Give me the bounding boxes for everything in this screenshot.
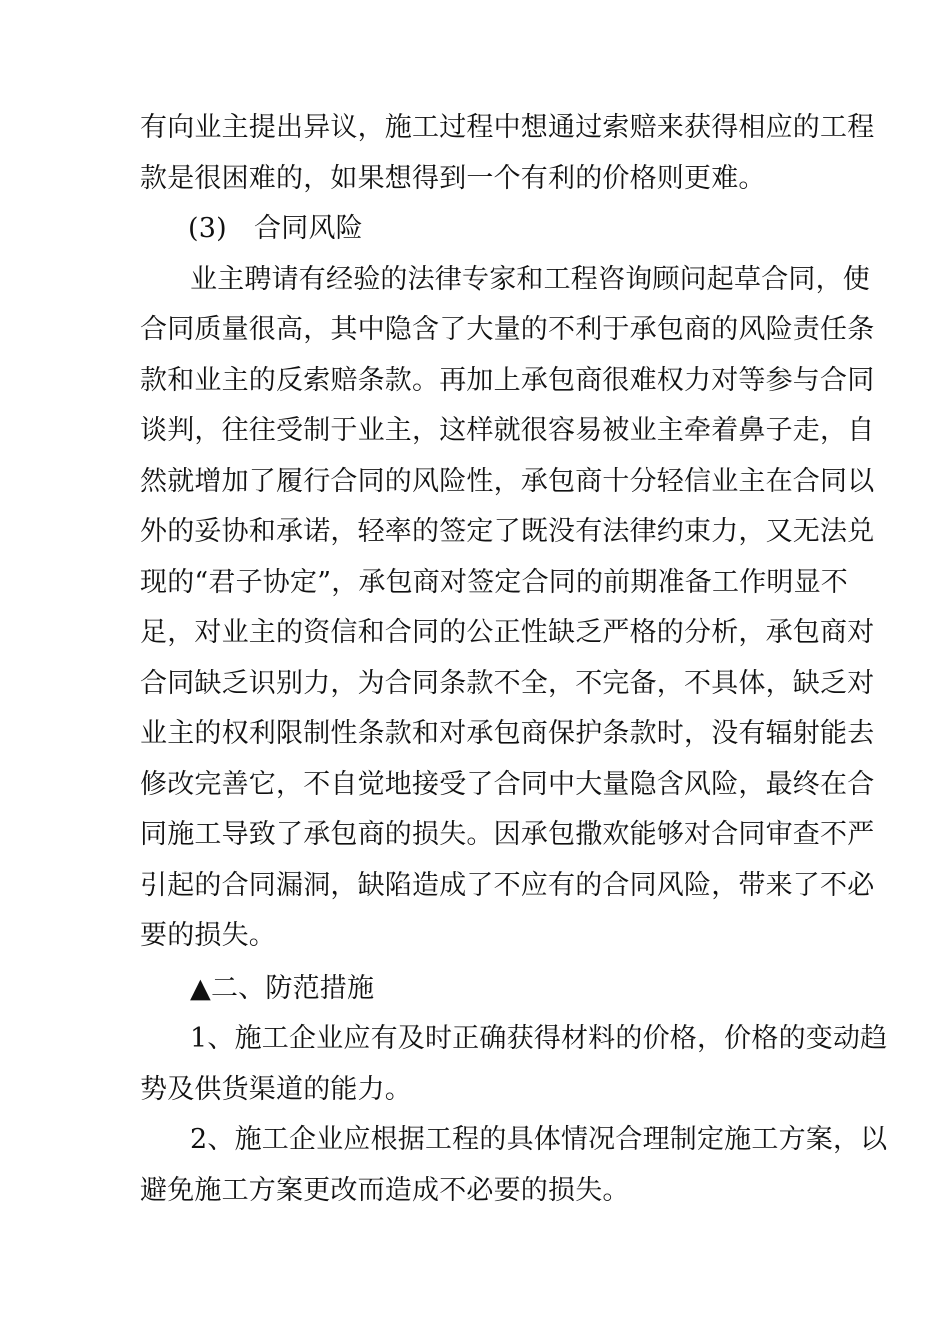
paragraph-line: 款和业主的反索赔条款。再加上承包商很难权力对等参与合同 [140, 365, 875, 396]
paragraph-line: 引起的合同漏洞，缺陷造成了不应有的合同风险，带来了不必 [140, 870, 875, 901]
section-heading-prevention: ▲二、防范措施 [190, 973, 375, 1004]
body-text-line: 有向业主提出异议，施工过程中想通过索赔来获得相应的工程 [140, 112, 875, 143]
paragraph-line: 业主的权利限制性条款和对承包商保护条款时，没有辐射能去 [140, 718, 875, 749]
paragraph-line: 要的损失。 [140, 920, 276, 951]
paragraph-line: 同施工导致了承包商的损失。因承包撒欢能够对合同审查不严 [140, 819, 875, 850]
paragraph-line: 业主聘请有经验的法律专家和工程咨询顾问起草合同，使 [190, 264, 870, 295]
measure-1-line: 势及供货渠道的能力。 [140, 1074, 412, 1105]
body-text-line: 款是很困难的，如果想得到一个有利的价格则更难。 [140, 163, 766, 194]
paragraph-line: 合同缺乏识别力，为合同条款不全，不完备，不具体，缺乏对 [140, 668, 875, 699]
paragraph-line: 外的妥协和承诺，轻率的签定了既没有法律约束力，又无法兑 [140, 516, 875, 547]
subheading-contract-risk: (3) 合同风险 [188, 213, 363, 244]
paragraph-line: 谈判，往往受制于业主，这样就很容易被业主牵着鼻子走，自 [140, 415, 875, 446]
paragraph-line: 合同质量很高，其中隐含了大量的不利于承包商的风险责任条 [140, 314, 875, 345]
paragraph-line: 然就增加了履行合同的风险性，承包商十分轻信业主在合同以 [140, 466, 875, 497]
measure-2-line: 避免施工方案更改而造成不必要的损失。 [140, 1175, 630, 1206]
paragraph-line: 现的“君子协定”，承包商对签定合同的前期准备工作明显不 [140, 567, 849, 598]
paragraph-line: 修改完善它，不自觉地接受了合同中大量隐含风险，最终在合 [140, 769, 875, 800]
measure-2-line: 2、施工企业应根据工程的具体情况合理制定施工方案，以 [190, 1124, 888, 1155]
paragraph-line: 足，对业主的资信和合同的公正性缺乏严格的分析，承包商对 [140, 617, 875, 648]
measure-1-line: 1、施工企业应有及时正确获得材料的价格，价格的变动趋 [190, 1023, 888, 1054]
